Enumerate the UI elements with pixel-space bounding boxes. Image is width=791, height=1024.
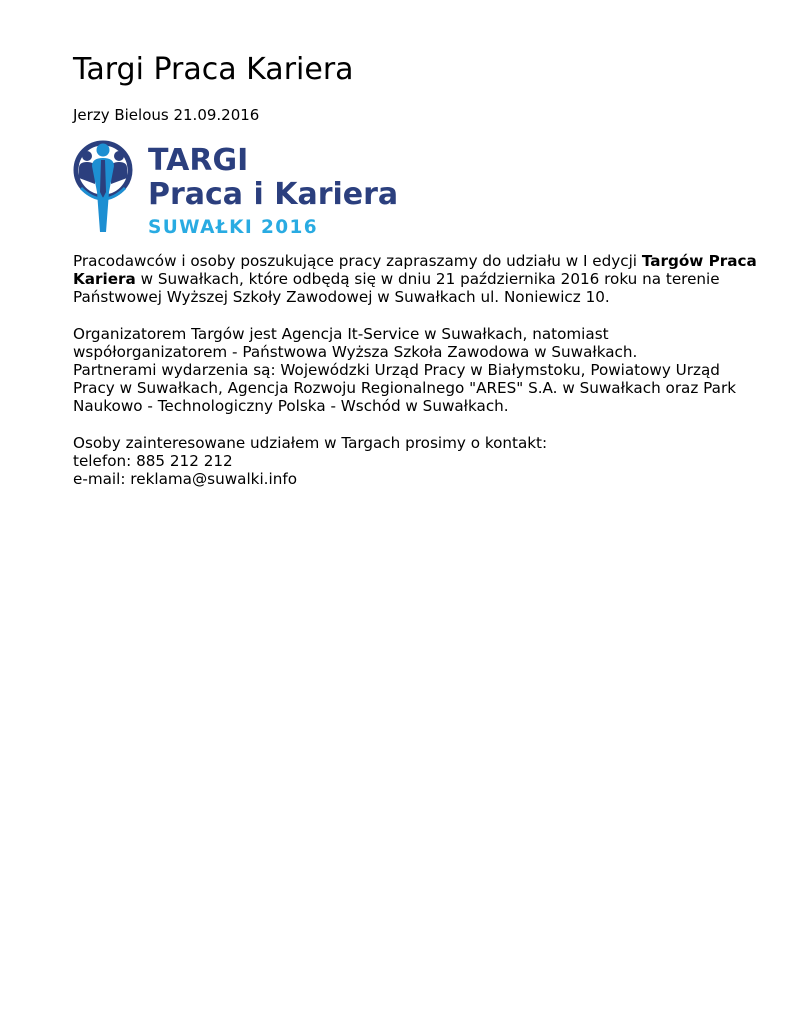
article-body bbox=[73, 252, 763, 506]
paragraph-text: w Suwałkach, które odbędą się w dniu 21 października 2016 roku na terenie Państwowej Wyższej Szkoły Zawodowej w Suwałkach ul. Noniewicz 10. bbox=[73, 270, 720, 307]
event-name-bold: Targów Praca Kariera bbox=[73, 252, 757, 289]
people-emblem-icon bbox=[76, 143, 130, 232]
paragraph-contact bbox=[73, 434, 763, 489]
contact-intro: Osoby zainteresowane udziałem w Targach prosimy o kontakt: bbox=[73, 433, 548, 452]
author-date: Jerzy Bielous 21.09.2016 bbox=[73, 106, 260, 124]
organizers-text: Organizatorem Targów jest Agencja It-Service w Suwałkach, natomiast współorganizatorem - Państwowa Wyższa Szkoła Zawodowa w Suwałkach. bbox=[73, 324, 638, 361]
paragraph-text: Pracodawców i osoby poszukujące pracy zapraszamy do udziału w I edycji bbox=[73, 252, 642, 270]
paragraph-organizers bbox=[73, 325, 763, 416]
paragraph-invitation bbox=[73, 252, 763, 307]
contact-phone: telefon: 885 212 212 bbox=[73, 451, 233, 470]
partners-text: Partnerami wydarzenia są: Wojewódzki Urząd Pracy w Białymstoku, Powiatowy Urząd Pracy w Suwałkach, Agencja Rozwoju Regionalnego "ARES" S.A. w Suwałkach oraz Park Naukowo - Technologiczny Polska - Wschód w Suwałkach. bbox=[73, 361, 736, 416]
logo-line1: TARGI bbox=[148, 143, 249, 178]
contact-email: e-mail: reklama@suwalki.info bbox=[73, 470, 297, 489]
logo-line2: Praca i Kariera bbox=[148, 177, 399, 212]
event-logo bbox=[73, 132, 399, 238]
logo-line3: SUWAŁKI 2016 bbox=[148, 217, 319, 238]
page-title: Targi Praca Kariera bbox=[73, 52, 354, 87]
